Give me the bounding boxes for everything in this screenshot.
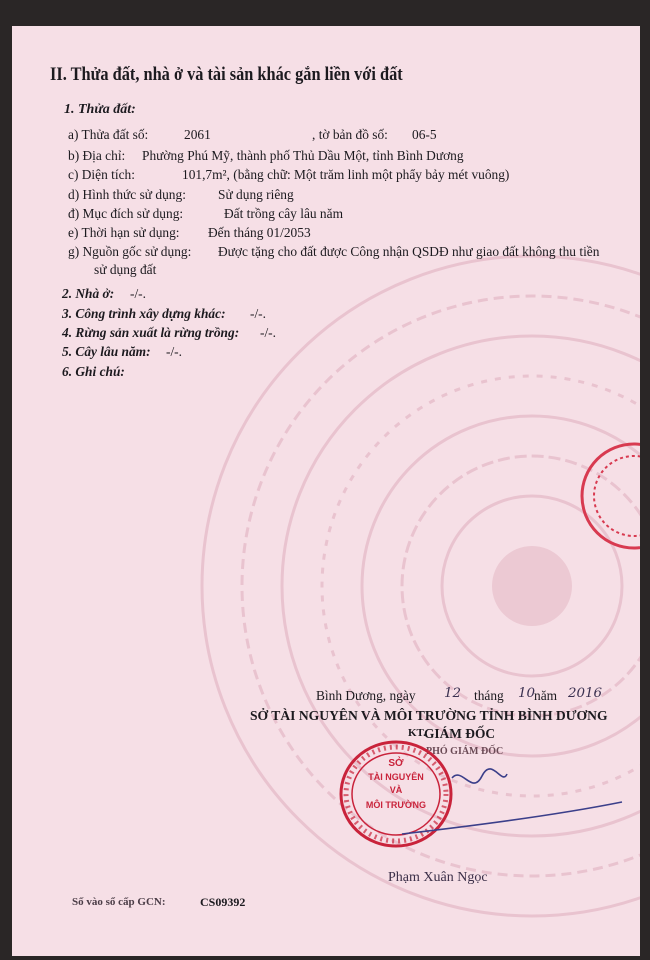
usage-term-value: Đến tháng 01/2053: [208, 225, 311, 240]
date-month: 10: [518, 686, 536, 701]
usage-term-label: e) Thời hạn sử dụng:: [68, 225, 180, 240]
address-label: b) Địa chỉ:: [68, 148, 126, 163]
usage-purpose-value: Đất trồng cây lâu năm: [224, 206, 343, 221]
usage-form-label: d) Hình thức sử dụng:: [68, 187, 186, 202]
area-label: c) Diện tích:: [68, 167, 135, 182]
works-label: 3. Công trình xây dựng khác:: [62, 306, 226, 321]
forest-value: -/-.: [260, 325, 276, 340]
origin-value-1: Được tặng cho đất được Công nhận QSDĐ như giao đất không thu tiền: [218, 244, 600, 259]
seal-line-4: MÔI TRƯỜNG: [365, 800, 427, 810]
origin-label: g) Nguồn gốc sử dụng:: [68, 244, 192, 259]
map-sheet-number: 06-5: [412, 127, 437, 142]
works-value: -/-.: [250, 306, 266, 321]
usage-purpose-label: đ) Mục đích sử dụng:: [68, 206, 184, 221]
registry-label: Số vào sổ cấp GCN:: [72, 896, 166, 908]
usage-form-value: Sử dụng riêng: [218, 187, 294, 202]
edge-seal: [572, 436, 640, 556]
year-label: năm: [534, 688, 558, 703]
map-sheet-label: , tờ bản đồ số:: [312, 127, 388, 142]
certificate-page: [12, 26, 640, 956]
month-label: tháng: [474, 688, 504, 703]
date-day: 12: [444, 686, 462, 701]
seal-line-3: VÀ: [389, 785, 403, 795]
role-prefix: KT.: [408, 727, 426, 739]
address-value: Phường Phú Mỹ, thành phố Thủ Dầu Một, tỉnh Bình Dương: [142, 148, 464, 163]
signature-scribble: [392, 756, 632, 846]
parcel-number-label: a) Thửa đất số:: [68, 127, 149, 142]
house-value: -/-.: [130, 286, 146, 301]
trees-value: -/-.: [166, 344, 182, 359]
department-name: SỞ TÀI NGUYÊN VÀ MÔI TRƯỜNG TỈNH BÌNH DƯƠNG: [250, 708, 608, 723]
seal-line-1: SỞ: [388, 758, 404, 769]
date-year: 2016: [568, 686, 603, 701]
forest-label: 4. Rừng sản xuất là rừng trồng:: [62, 325, 240, 340]
note-label: 6. Ghi chú:: [62, 364, 125, 379]
parcel-heading: 1. Thửa đất:: [64, 102, 136, 117]
area-value: 101,7m², (bằng chữ: Một trăm linh một phẩy bảy mét vuông): [182, 167, 510, 182]
deputy-title: PHÓ GIÁM ĐỐC: [426, 746, 504, 757]
role-title: GIÁM ĐỐC: [424, 726, 496, 741]
parcel-number: 2061: [184, 127, 211, 142]
registry-number: CS09392: [200, 895, 246, 909]
origin-value-2: sử dụng đất: [94, 262, 157, 277]
house-label: 2. Nhà ở:: [62, 286, 115, 301]
date-prefix: Bình Dương, ngày: [316, 688, 416, 703]
trees-label: 5. Cây lâu năm:: [62, 344, 151, 359]
signer-name: Phạm Xuân Ngọc: [388, 870, 488, 885]
section-title: II. Thửa đất, nhà ở và tài sản khác gắn liền với đất: [50, 64, 403, 85]
seal-line-2: TÀI NGUYÊN: [368, 772, 424, 782]
